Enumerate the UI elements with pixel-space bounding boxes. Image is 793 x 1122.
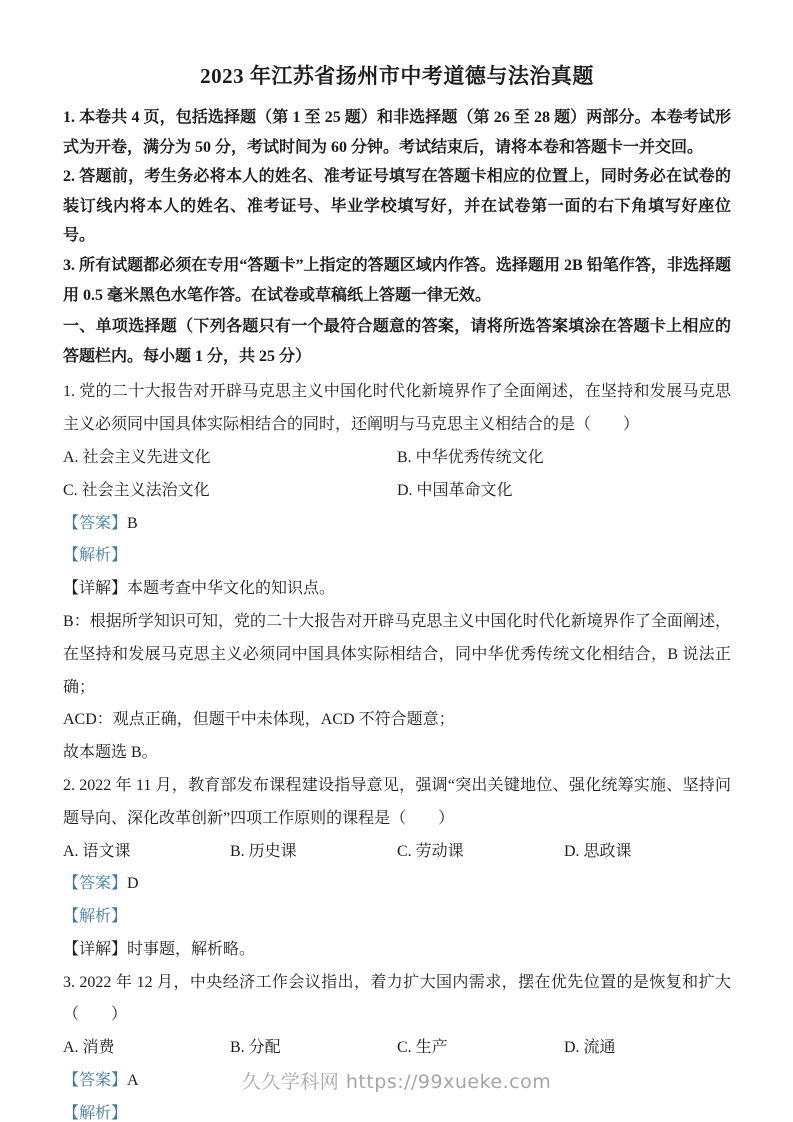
analysis-label: 【解析】 xyxy=(63,1104,128,1122)
question-2-answer-line xyxy=(63,868,731,901)
question-block-2 xyxy=(63,770,731,967)
instruction-paragraph-1: 1. 本卷共 4 页，包括选择题（第 1 至 25 题）和非选择题（第 26 至 28 题）两部分。本卷考试形式为开卷，满分为 50 分，考试时间为 60 分钟。考试结束后，请将本卷和答题卡一并交回。 xyxy=(63,109,731,156)
analysis-label: 【解析】 xyxy=(63,547,128,565)
question-2-detail-line-1: 【详解】时事题，解析略。 xyxy=(63,940,256,958)
question-1-detail-line-3: ACD：观点正确，但题干中未体现，ACD 不符合题意； xyxy=(63,711,455,729)
question-1-option-b: B. 中华优秀传统文化 xyxy=(397,448,544,466)
question-block-3 xyxy=(63,967,731,1122)
question-2-option-c: C. 劳动课 xyxy=(397,842,464,860)
instruction-paragraph-3: 3. 所有试题都必须在专用“答题卡”上指定的答题区域内作答。选择题用 2B 铅笔作答，非选择题用 0.5 毫米黑色水笔作答。在试卷或草稿纸上答题一律无效。 xyxy=(63,256,731,304)
question-3-option-d: D. 流通 xyxy=(564,1039,616,1057)
answer-label: 【答案】 xyxy=(63,1072,128,1090)
question-3-option-a: A. 消费 xyxy=(63,1039,115,1057)
answer-label: 【答案】 xyxy=(63,875,128,893)
question-1-option-d: D. 中国革命文化 xyxy=(397,481,513,499)
question-1-option-a: A. 社会主义先进文化 xyxy=(63,448,211,466)
analysis-label: 【解析】 xyxy=(63,908,128,926)
question-1-detail-line-2: B：根据所学知识可知，党的二十大报告对开辟马克思主义中国化时代化新境界作了全面阐述，在坚持和发展马克思主义必须同中国具体实际相结合，同中华优秀传统文化相结合，B 说法正确； xyxy=(63,612,731,696)
page-title: 2023 年江苏省扬州市中考道德与法治真题 xyxy=(200,64,594,88)
question-1-detail-line-4: 故本题选 B。 xyxy=(63,744,158,762)
question-1-detail-line-1: 【详解】本题考查中华文化的知识点。 xyxy=(63,580,336,598)
section-heading-multiple-choice: 一、单项选择题（下列各题只有一个最符合题意的答案，请将所选答案填涂在答题卡上相应的答题栏内。每小题 1 分，共 25 分） xyxy=(63,318,731,365)
question-1-option-c: C. 社会主义法治文化 xyxy=(63,481,210,499)
questions-area xyxy=(63,376,731,1122)
question-2-stem: 2. 2022 年 11 月，教育部发布课程建设指导意见，强调“突出关键地位、强化统筹实施、坚持问题导向、深化改革创新”四项工作原则的课程是（ ） xyxy=(63,776,731,827)
question-block-1 xyxy=(63,376,731,770)
question-1-options xyxy=(63,442,731,508)
instruction-paragraph-2: 2. 答题前，考生务必将本人的姓名、准考证号填写在答题卡相应的位置上，同时务必在试卷的装订线内将本人的姓名、准考证号、毕业学校填写好，并在试卷第一面的右下角填写好座位号。 xyxy=(63,168,731,245)
question-3-stem: 3. 2022 年 12 月，中央经济工作会议指出，着力扩大国内需求，摆在优先位置的是恢复和扩大（ ） xyxy=(63,973,731,1024)
question-3-options xyxy=(63,1032,731,1065)
question-3-option-c: C. 生产 xyxy=(397,1039,448,1057)
footer-site-text: 久久学科网 https://99xueke.com xyxy=(241,1071,552,1093)
question-2-option-d: D. 思政课 xyxy=(564,842,632,860)
question-3-answer-value: A xyxy=(127,1072,139,1090)
question-2-options xyxy=(63,836,731,869)
answer-label: 【答案】 xyxy=(63,514,128,532)
question-1-answer-value: B xyxy=(127,514,138,532)
question-1-stem: 1. 党的二十大报告对开辟马克思主义中国化时代化新境界作了全面阐述，在坚持和发展马克思主义必须同中国具体实际相结合的同时，还阐明与马克思主义相结合的是（ ） xyxy=(63,383,731,434)
footer-watermark xyxy=(0,1067,793,1094)
question-2-option-a: A. 语文课 xyxy=(63,842,131,860)
question-2-option-b: B. 历史课 xyxy=(230,842,297,860)
question-1-answer-line xyxy=(63,508,731,541)
question-2-answer-value: D xyxy=(127,875,139,893)
question-3-option-b: B. 分配 xyxy=(230,1039,281,1057)
exam-instructions xyxy=(63,103,731,310)
